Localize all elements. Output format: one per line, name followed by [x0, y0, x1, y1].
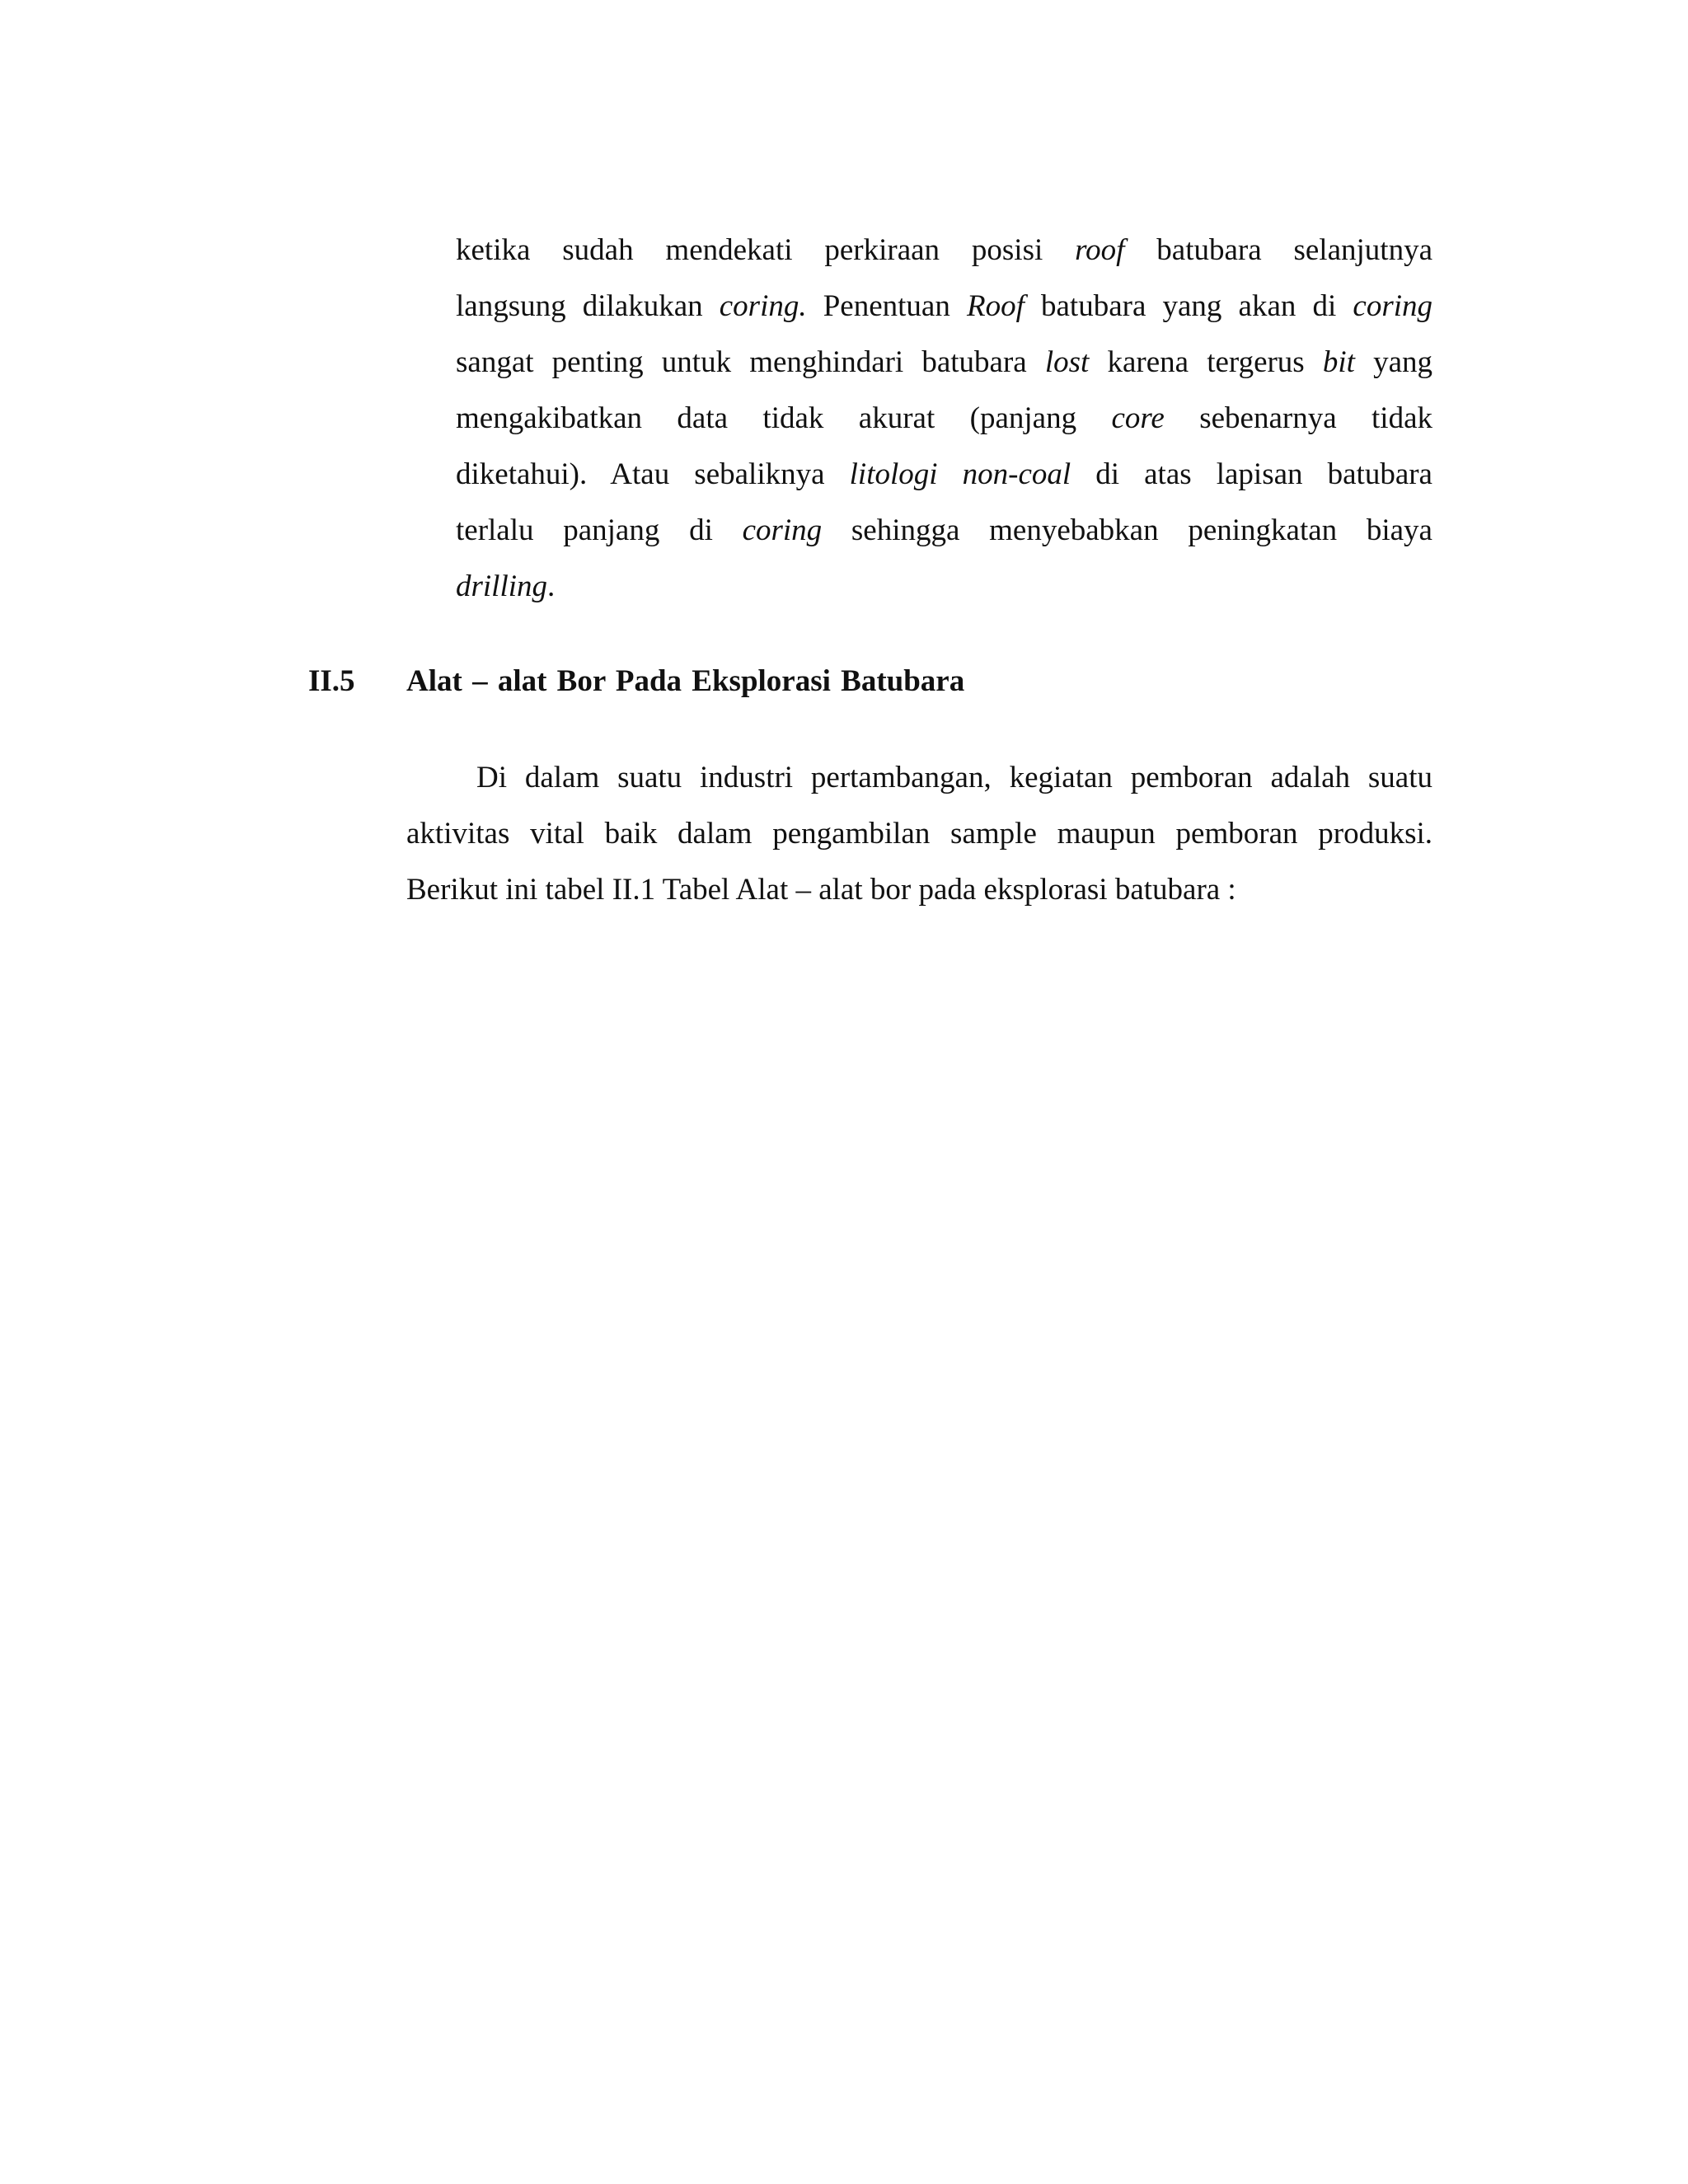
paragraph-line: Di dalam suatu industri pertambangan, kegiatan pemboran adalah suatu: [476, 761, 1432, 794]
paragraph-line: mengakibatkan data tidak akurat (panjang core sebenarnya tidak: [456, 401, 1432, 435]
paragraph-line: langsung dilakukan coring. Penentuan Roof batubara yang akan di coring: [456, 289, 1432, 323]
section-number: II.5: [308, 664, 355, 698]
paragraph-line: aktivitas vital baik dalam pengambilan sample maupun pemboran produksi.: [406, 817, 1432, 851]
paragraph-line: drilling.: [456, 569, 556, 603]
section-heading: Alat – alat Bor Pada Eksplorasi Batubara: [406, 664, 965, 698]
paragraph-line: Berikut ini tabel II.1 Tabel Alat – alat bor pada eksplorasi batubara :: [406, 873, 1236, 907]
paragraph-line: terlalu panjang di coring sehingga menyebabkan peningkatan biaya: [456, 513, 1432, 547]
paragraph-line: ketika sudah mendekati perkiraan posisi roof batubara selanjutnya: [456, 233, 1432, 267]
paragraph-line: sangat penting untuk menghindari batubara lost karena tergerus bit yang: [456, 345, 1432, 379]
paragraph-line: diketahui). Atau sebaliknya litologi non-coal di atas lapisan batubara: [456, 457, 1432, 491]
